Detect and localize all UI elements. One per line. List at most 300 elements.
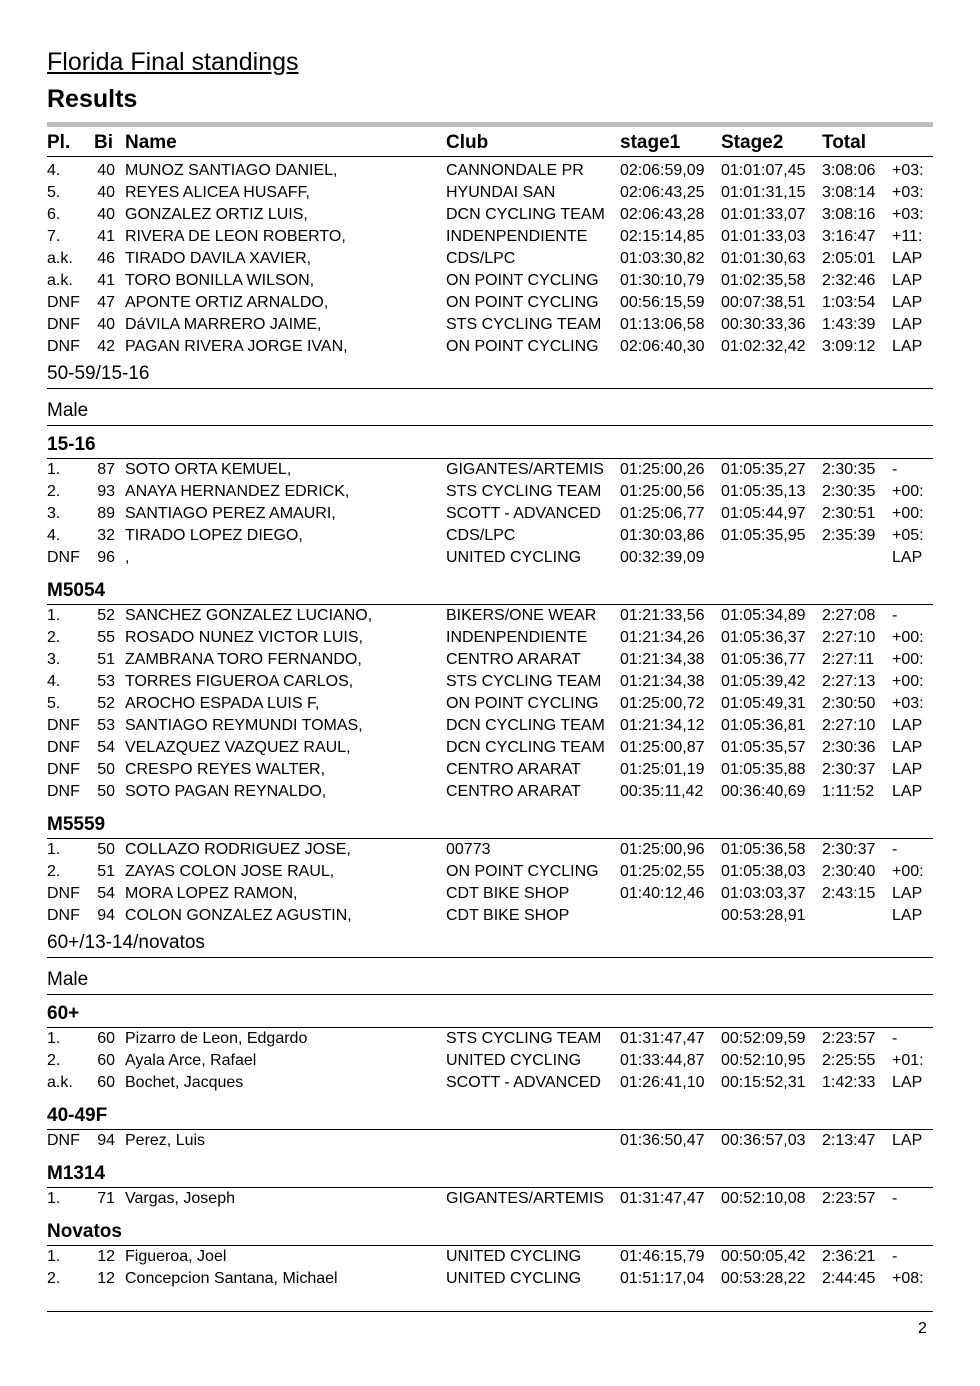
results-heading: Results xyxy=(47,85,138,113)
table-row xyxy=(47,759,933,781)
cell-place: 4. xyxy=(47,527,61,544)
cell-place: 5. xyxy=(47,184,61,201)
cell-stage2: 01:05:35,88 xyxy=(721,761,806,778)
cell-stage2: 01:01:33,03 xyxy=(721,228,806,245)
cell-gap: LAP xyxy=(892,717,923,734)
cell-stage2: 00:50:05,42 xyxy=(721,1248,806,1265)
cell-club: SCOTT - ADVANCED xyxy=(446,505,601,522)
cell-total: 2:27:11 xyxy=(822,651,875,668)
cell-total: 2:05:01 xyxy=(822,250,876,267)
cell-total: 1:03:54 xyxy=(822,294,876,311)
cell-place: 2. xyxy=(47,1052,61,1069)
cell-total: 2:43:15 xyxy=(822,885,876,902)
cell-stage2: 00:07:38,51 xyxy=(721,294,806,311)
cell-name: SANTIAGO PEREZ AMAURI, xyxy=(125,505,336,522)
cell-gap: - xyxy=(892,607,898,624)
cell-stage2: 00:52:10,95 xyxy=(721,1052,806,1069)
cell-gap: - xyxy=(892,1030,898,1047)
cell-stage2: 01:05:39,42 xyxy=(721,673,806,690)
cell-stage2: 01:05:35,27 xyxy=(721,461,806,478)
cell-club: BIKERS/ONE WEAR xyxy=(446,607,597,624)
class-heading-label: 60+ xyxy=(47,1003,80,1024)
cell-club: ON POINT CYCLING xyxy=(446,863,599,880)
cell-place: 3. xyxy=(47,651,61,668)
cell-bib: 50 xyxy=(97,761,115,778)
table-row xyxy=(47,605,933,627)
cell-place: 2. xyxy=(47,483,61,500)
class-heading-label: M5054 xyxy=(47,580,106,601)
cell-stage2: 00:36:57,03 xyxy=(721,1132,806,1149)
cell-bib: 89 xyxy=(97,505,115,522)
cell-gap: LAP xyxy=(892,294,923,311)
cell-club: CANNONDALE PR xyxy=(446,162,584,179)
cell-place: 1. xyxy=(47,1030,61,1047)
cell-place: DNF xyxy=(47,338,80,355)
cell-stage2: 01:01:31,15 xyxy=(721,184,806,201)
cell-total: 3:16:47 xyxy=(822,228,876,245)
page-bottom-rule xyxy=(47,1311,933,1312)
cell-bib: 54 xyxy=(97,739,115,756)
col-header-bib: Bi xyxy=(94,132,113,153)
cell-stage2: 01:02:32,42 xyxy=(721,338,806,355)
cell-place: a.k. xyxy=(47,1074,73,1091)
cell-total: 2:30:36 xyxy=(822,739,876,756)
cell-place: DNF xyxy=(47,717,80,734)
page-number: 2 xyxy=(918,1320,927,1337)
cell-club: UNITED CYCLING xyxy=(446,1248,582,1265)
cell-stage1: 01:25:01,19 xyxy=(620,761,705,778)
cell-club: HYUNDAI SAN xyxy=(446,184,556,201)
class-heading xyxy=(47,1210,933,1246)
cell-total: 2:27:10 xyxy=(822,717,876,734)
cell-bib: 32 xyxy=(97,527,115,544)
cell-total: 2:25:55 xyxy=(822,1052,876,1069)
gender-heading-label: Male xyxy=(47,969,89,990)
cell-club: CENTRO ARARAT xyxy=(446,651,581,668)
col-header-stage2: Stage2 xyxy=(721,132,784,153)
table-row xyxy=(47,525,933,547)
cell-bib: 50 xyxy=(97,841,115,858)
cell-stage2: 01:05:35,95 xyxy=(721,527,806,544)
cell-stage2: 01:02:35,58 xyxy=(721,272,806,289)
cell-name: GONZALEZ ORTIZ LUIS, xyxy=(125,206,308,223)
cell-stage2: 01:05:36,58 xyxy=(721,841,806,858)
cell-name: Ayala Arce, Rafael xyxy=(125,1052,257,1069)
table-row xyxy=(47,883,933,905)
cell-stage2: 00:52:09,59 xyxy=(721,1030,806,1047)
cell-club: GIGANTES/ARTEMIS xyxy=(446,1190,604,1207)
cell-gap: - xyxy=(892,461,898,478)
cell-place: 4. xyxy=(47,162,61,179)
cell-stage2: 00:53:28,91 xyxy=(721,907,806,924)
gender-heading xyxy=(47,389,933,426)
cell-place: 2. xyxy=(47,1270,61,1287)
cell-stage2: 01:05:44,97 xyxy=(721,505,806,522)
class-heading xyxy=(47,995,933,1028)
cell-gap: +00: xyxy=(892,863,924,880)
cell-place: 7. xyxy=(47,228,61,245)
cell-club: ON POINT CYCLING xyxy=(446,695,599,712)
cell-stage1: 01:25:00,87 xyxy=(620,739,705,756)
cell-name: Perez, Luis xyxy=(125,1132,206,1149)
cell-name: COLON GONZALEZ AGUSTIN, xyxy=(125,907,352,924)
cell-stage2: 01:05:35,57 xyxy=(721,739,806,756)
cell-place: 2. xyxy=(47,629,61,646)
cell-stage2: 01:05:36,81 xyxy=(721,717,806,734)
cell-club: DCN CYCLING TEAM xyxy=(446,717,605,734)
table-row xyxy=(47,1028,933,1050)
cell-stage1: 01:25:06,77 xyxy=(620,505,705,522)
cell-name: SOTO ORTA KEMUEL, xyxy=(125,461,292,478)
table-row xyxy=(47,481,933,503)
cell-gap: LAP xyxy=(892,761,923,778)
table-row xyxy=(47,737,933,759)
table-row xyxy=(47,270,933,292)
class-heading xyxy=(47,1152,933,1188)
cell-stage1: 02:06:40,30 xyxy=(620,338,705,355)
table-row xyxy=(47,248,933,270)
cell-bib: 40 xyxy=(97,162,115,179)
cell-stage1: 01:21:34,38 xyxy=(620,673,705,690)
cell-stage1: 02:06:43,28 xyxy=(620,206,705,223)
cell-stage1: 01:21:34,12 xyxy=(620,717,705,734)
class-heading-label: Novatos xyxy=(47,1221,122,1242)
class-heading xyxy=(47,569,933,605)
cell-stage1: 00:35:11,42 xyxy=(620,783,704,800)
cell-place: 1. xyxy=(47,607,61,624)
category-heading xyxy=(47,927,933,958)
cell-name: SANTIAGO REYMUNDI TOMAS, xyxy=(125,717,363,734)
cell-gap: +00: xyxy=(892,483,924,500)
cell-total: 2:13:47 xyxy=(822,1132,876,1149)
cell-stage1: 01:46:15,79 xyxy=(620,1248,705,1265)
cell-place: 3. xyxy=(47,505,61,522)
cell-name: SANCHEZ GONZALEZ LUCIANO, xyxy=(125,607,373,624)
cell-gap: - xyxy=(892,1190,898,1207)
cell-club: INDENPENDIENTE xyxy=(446,629,588,646)
cell-total: 2:44:45 xyxy=(822,1270,876,1287)
cell-total: 3:09:12 xyxy=(822,338,876,355)
cell-gap: +03: xyxy=(892,206,924,223)
cell-total: 1:42:33 xyxy=(822,1074,876,1091)
cell-name: CRESPO REYES WALTER, xyxy=(125,761,326,778)
cell-stage2: 00:30:33,36 xyxy=(721,316,806,333)
cell-name: RIVERA DE LEON ROBERTO, xyxy=(125,228,346,245)
class-heading-label: 15-16 xyxy=(47,434,96,455)
table-row xyxy=(47,459,933,481)
class-heading-label: M1314 xyxy=(47,1163,106,1184)
cell-total: 1:11:52 xyxy=(822,783,875,800)
table-row xyxy=(47,1268,933,1290)
cell-stage1: 02:15:14,85 xyxy=(620,228,705,245)
table-row xyxy=(47,1130,933,1152)
cell-stage2: 01:05:35,13 xyxy=(721,483,806,500)
cell-place: a.k. xyxy=(47,272,73,289)
category-heading-label: 60+/13-14/novatos xyxy=(47,932,205,953)
cell-place: 6. xyxy=(47,206,61,223)
table-row xyxy=(47,1050,933,1072)
cell-place: 2. xyxy=(47,863,61,880)
results-table xyxy=(47,160,933,1290)
cell-gap: - xyxy=(892,841,898,858)
cell-bib: 55 xyxy=(97,629,115,646)
category-heading-label: 50-59/15-16 xyxy=(47,363,150,384)
cell-club: CDT BIKE SHOP xyxy=(446,885,570,902)
cell-stage2: 01:05:34,89 xyxy=(721,607,806,624)
cell-stage1: 01:30:10,79 xyxy=(620,272,705,289)
col-header-name: Name xyxy=(125,132,177,153)
cell-stage2: 01:05:36,37 xyxy=(721,629,806,646)
cell-bib: 94 xyxy=(97,907,115,924)
cell-stage1: 01:26:41,10 xyxy=(620,1074,705,1091)
table-row xyxy=(47,839,933,861)
cell-club: STS CYCLING TEAM xyxy=(446,316,602,333)
cell-bib: 54 xyxy=(97,885,115,902)
cell-stage1: 01:31:47,47 xyxy=(620,1190,705,1207)
cell-name: ZAMBRANA TORO FERNANDO, xyxy=(125,651,362,668)
cell-place: 1. xyxy=(47,1248,61,1265)
cell-place: DNF xyxy=(47,739,80,756)
table-row xyxy=(47,861,933,883)
table-row xyxy=(47,204,933,226)
cell-stage1: 01:25:00,72 xyxy=(620,695,705,712)
cell-name: ANAYA HERNANDEZ EDRICK, xyxy=(125,483,350,500)
cell-bib: 47 xyxy=(97,294,115,311)
cell-stage2: 01:05:38,03 xyxy=(721,863,806,880)
table-row xyxy=(47,503,933,525)
cell-stage1: 01:21:34,26 xyxy=(620,629,705,646)
cell-club: GIGANTES/ARTEMIS xyxy=(446,461,604,478)
gender-heading-label: Male xyxy=(47,400,89,421)
cell-stage1: 01:21:33,56 xyxy=(620,607,705,624)
gender-heading xyxy=(47,958,933,995)
cell-total: 2:30:37 xyxy=(822,841,876,858)
cell-stage1: 00:32:39,09 xyxy=(620,549,705,566)
cell-gap: +11: xyxy=(892,228,923,245)
cell-name: TIRADO DAVILA XAVIER, xyxy=(125,250,312,267)
cell-bib: 53 xyxy=(97,673,115,690)
cell-stage2: 01:01:07,45 xyxy=(721,162,806,179)
cell-bib: 96 xyxy=(97,549,115,566)
cell-gap: LAP xyxy=(892,549,923,566)
cell-total: 3:08:14 xyxy=(822,184,876,201)
cell-stage2: 00:52:10,08 xyxy=(721,1190,806,1207)
cell-stage2: 01:01:33,07 xyxy=(721,206,806,223)
cell-place: DNF xyxy=(47,907,80,924)
cell-stage2: 00:36:40,69 xyxy=(721,783,806,800)
cell-club: CDS/LPC xyxy=(446,527,516,544)
cell-bib: 41 xyxy=(97,272,115,289)
cell-club: ON POINT CYCLING xyxy=(446,338,599,355)
cell-gap: LAP xyxy=(892,783,923,800)
table-row xyxy=(47,1072,933,1094)
cell-place: 5. xyxy=(47,695,61,712)
cell-club: DCN CYCLING TEAM xyxy=(446,739,605,756)
cell-name: Pizarro de Leon, Edgardo xyxy=(125,1030,308,1047)
class-heading-label: 40-49F xyxy=(47,1105,108,1126)
table-row xyxy=(47,781,933,803)
cell-stage1: 01:51:17,04 xyxy=(620,1270,705,1287)
class-heading xyxy=(47,1094,933,1130)
table-row xyxy=(47,693,933,715)
cell-gap: LAP xyxy=(892,1132,923,1149)
cell-gap: LAP xyxy=(892,272,923,289)
cell-gap: +08: xyxy=(892,1270,924,1287)
cell-stage2: 01:03:03,37 xyxy=(721,885,806,902)
cell-gap: LAP xyxy=(892,250,923,267)
cell-stage2: 00:53:28,22 xyxy=(721,1270,806,1287)
cell-place: DNF xyxy=(47,294,80,311)
cell-gap: +01: xyxy=(892,1052,924,1069)
cell-stage1: 01:25:00,56 xyxy=(620,483,705,500)
cell-gap: LAP xyxy=(892,885,923,902)
cell-name: ZAYAS COLON JOSE RAUL, xyxy=(125,863,335,880)
cell-total: 2:30:40 xyxy=(822,863,876,880)
cell-stage1: 01:25:02,55 xyxy=(620,863,705,880)
cell-gap: +00: xyxy=(892,505,924,522)
cell-club: DCN CYCLING TEAM xyxy=(446,206,605,223)
cell-name: VELAZQUEZ VAZQUEZ RAUL, xyxy=(125,739,351,756)
class-heading-label: M5559 xyxy=(47,814,106,835)
cell-club: STS CYCLING TEAM xyxy=(446,1030,602,1047)
cell-bib: 53 xyxy=(97,717,115,734)
category-heading xyxy=(47,358,933,389)
cell-club: STS CYCLING TEAM xyxy=(446,483,602,500)
cell-bib: 40 xyxy=(97,184,115,201)
table-row xyxy=(47,314,933,336)
table-row xyxy=(47,182,933,204)
cell-name: Bochet, Jacques xyxy=(125,1074,244,1091)
cell-bib: 40 xyxy=(97,206,115,223)
cell-stage1: 01:31:47,47 xyxy=(620,1030,705,1047)
cell-total: 2:30:35 xyxy=(822,461,876,478)
cell-gap: - xyxy=(892,1248,898,1265)
table-row xyxy=(47,715,933,737)
cell-club: CENTRO ARARAT xyxy=(446,783,581,800)
table-row xyxy=(47,1246,933,1268)
cell-bib: 46 xyxy=(97,250,115,267)
cell-name: TIRADO LOPEZ DIEGO, xyxy=(125,527,303,544)
cell-name: APONTE ORTIZ ARNALDO, xyxy=(125,294,329,311)
cell-club: CDT BIKE SHOP xyxy=(446,907,570,924)
cell-bib: 52 xyxy=(97,695,115,712)
cell-place: DNF xyxy=(47,761,80,778)
cell-bib: 42 xyxy=(97,338,115,355)
cell-club: 00773 xyxy=(446,841,491,858)
class-heading xyxy=(47,803,933,839)
cell-name: ROSADO NUNEZ VICTOR LUIS, xyxy=(125,629,363,646)
cell-bib: 41 xyxy=(97,228,115,245)
col-header-place: Pl. xyxy=(47,132,71,153)
cell-place: DNF xyxy=(47,885,80,902)
cell-stage1: 01:25:00,96 xyxy=(620,841,705,858)
cell-club: ON POINT CYCLING xyxy=(446,272,599,289)
cell-gap: +00: xyxy=(892,651,924,668)
cell-place: DNF xyxy=(47,316,80,333)
cell-name: MUNOZ SANTIAGO DANIEL, xyxy=(125,162,338,179)
cell-place: 4. xyxy=(47,673,61,690)
cell-total: 3:08:06 xyxy=(822,162,876,179)
cell-place: DNF xyxy=(47,1132,80,1149)
cell-place: DNF xyxy=(47,549,80,566)
cell-stage1: 02:06:59,09 xyxy=(620,162,705,179)
cell-name: DáVILA MARRERO JAIME, xyxy=(125,316,322,333)
cell-stage1: 02:06:43,25 xyxy=(620,184,705,201)
table-row xyxy=(47,649,933,671)
table-row xyxy=(47,1188,933,1210)
cell-total: 2:23:57 xyxy=(822,1190,876,1207)
cell-bib: 93 xyxy=(97,483,115,500)
cell-club: UNITED CYCLING xyxy=(446,1052,582,1069)
cell-total: 2:32:46 xyxy=(822,272,876,289)
table-row xyxy=(47,292,933,314)
cell-stage1: 01:25:00,26 xyxy=(620,461,705,478)
cell-gap: +03: xyxy=(892,162,924,179)
cell-name: Figueroa, Joel xyxy=(125,1248,227,1265)
cell-place: DNF xyxy=(47,783,80,800)
table-row xyxy=(47,671,933,693)
table-row xyxy=(47,627,933,649)
cell-gap: +05: xyxy=(892,527,924,544)
col-header-stage1: stage1 xyxy=(620,132,681,153)
cell-bib: 60 xyxy=(97,1052,115,1069)
cell-bib: 50 xyxy=(97,783,115,800)
cell-total: 3:08:16 xyxy=(822,206,876,223)
cell-stage2: 01:05:49,31 xyxy=(721,695,806,712)
cell-bib: 51 xyxy=(97,651,115,668)
table-row xyxy=(47,160,933,182)
table-row xyxy=(47,905,933,927)
cell-bib: 12 xyxy=(97,1270,115,1287)
cell-total: 2:30:50 xyxy=(822,695,876,712)
cell-gap: +00: xyxy=(892,673,924,690)
cell-gap: LAP xyxy=(892,907,923,924)
cell-gap: LAP xyxy=(892,739,923,756)
cell-club: UNITED CYCLING xyxy=(446,1270,582,1287)
cell-bib: 94 xyxy=(97,1132,115,1149)
cell-total: 2:30:37 xyxy=(822,761,876,778)
cell-total: 2:27:08 xyxy=(822,607,876,624)
cell-club: STS CYCLING TEAM xyxy=(446,673,602,690)
cell-gap: LAP xyxy=(892,1074,923,1091)
class-heading xyxy=(47,426,933,459)
cell-stage2: 00:15:52,31 xyxy=(721,1074,806,1091)
cell-total: 2:35:39 xyxy=(822,527,876,544)
cell-total: 2:36:21 xyxy=(822,1248,876,1265)
cell-club: CENTRO ARARAT xyxy=(446,761,581,778)
cell-total: 1:43:39 xyxy=(822,316,876,333)
cell-total: 2:30:35 xyxy=(822,483,876,500)
cell-stage1: 01:30:03,86 xyxy=(620,527,705,544)
cell-stage1: 01:21:34,38 xyxy=(620,651,705,668)
cell-total: 2:23:57 xyxy=(822,1030,876,1047)
cell-club: INDENPENDIENTE xyxy=(446,228,588,245)
cell-bib: 87 xyxy=(97,461,115,478)
cell-name: SOTO PAGAN REYNALDO, xyxy=(125,783,327,800)
cell-place: a.k. xyxy=(47,250,73,267)
cell-name: Vargas, Joseph xyxy=(125,1190,235,1207)
cell-name: TORRES FIGUEROA CARLOS, xyxy=(125,673,354,690)
cell-total: 2:30:51 xyxy=(822,505,876,522)
cell-club: ON POINT CYCLING xyxy=(446,294,599,311)
cell-gap: +03: xyxy=(892,695,924,712)
cell-name: TORO BONILLA WILSON, xyxy=(125,272,315,289)
cell-stage1: 01:40:12,46 xyxy=(620,885,705,902)
cell-gap: +00: xyxy=(892,629,924,646)
cell-total: 2:27:13 xyxy=(822,673,876,690)
cell-name: Concepcion Santana, Michael xyxy=(125,1270,338,1287)
cell-name: MORA LOPEZ RAMON, xyxy=(125,885,298,902)
